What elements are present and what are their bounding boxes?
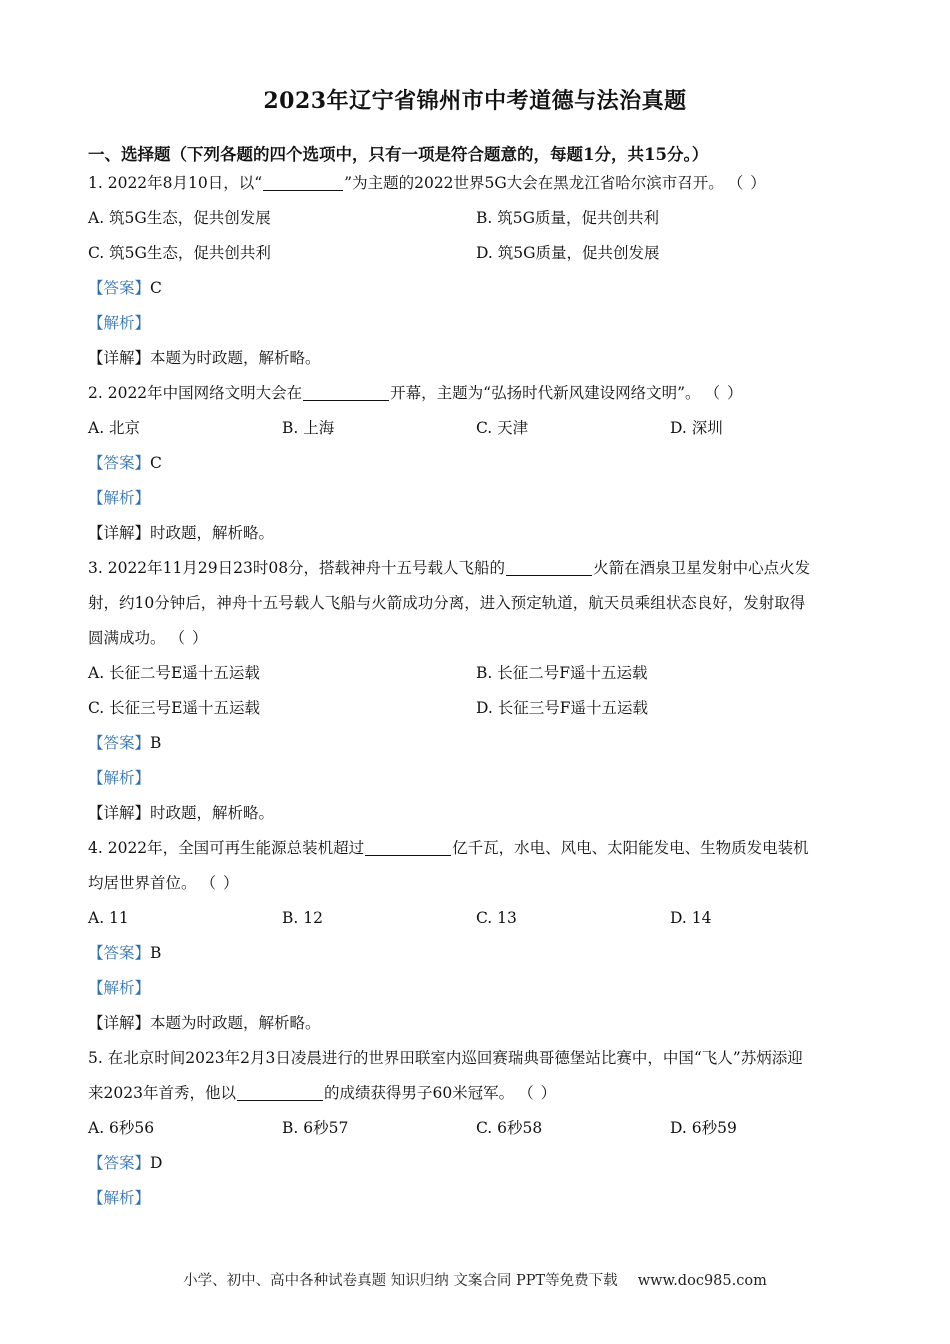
analysis-tag-word: 解析 — [103, 979, 135, 997]
answer-line — [88, 1146, 868, 1181]
analysis-line — [88, 1181, 868, 1216]
option: D. 深圳 — [670, 419, 723, 437]
option: A. 北京 — [88, 419, 141, 437]
answer-value: D — [150, 1154, 163, 1172]
options-row — [88, 411, 868, 446]
detail-line — [88, 796, 868, 831]
option: C. 6秒58 — [476, 1119, 543, 1137]
question-list — [88, 166, 868, 1216]
answer-line — [88, 271, 868, 306]
detail-text: 本题为时政题，解析略。 — [150, 349, 321, 367]
answer-line — [88, 446, 868, 481]
question-stem-line — [88, 621, 868, 656]
detail-line — [88, 1006, 868, 1041]
answer-tag-word: 答案 — [103, 454, 135, 472]
analysis-tag-word: 解析 — [103, 314, 135, 332]
stem-text: 5. 在北京时间2023年2月3日凌晨进行的世界田联室内巡回赛瑞典哥德堡站比赛中，中国“飞人”苏炳添迎 — [88, 1049, 803, 1067]
analysis-tag-open: 【 — [88, 979, 104, 997]
option: A. 11 — [88, 909, 129, 927]
answer-value: B — [150, 944, 162, 962]
answer-bracket: （ ） — [727, 174, 767, 192]
analysis-tag-open: 【 — [88, 769, 104, 787]
footer-text: 小学、初中、高中各种试卷真题 知识归纳 文案合同 PPT等免费下载 — [183, 1273, 618, 1289]
option: D. 6秒59 — [670, 1119, 737, 1137]
option: C. 筑5G生态，促共创共利 — [88, 244, 271, 262]
option: C. 天津 — [476, 419, 529, 437]
option: A. 筑5G生态，促共创发展 — [88, 209, 271, 227]
analysis-tag-open: 【 — [88, 489, 104, 507]
options-row — [88, 1111, 868, 1146]
option: B. 长征二号F遥十五运载 — [476, 664, 648, 682]
option: A. 长征二号E遥十五运载 — [88, 664, 260, 682]
detail-line — [88, 516, 868, 551]
answer-tag-open: 【 — [88, 944, 104, 962]
option: B. 筑5G质量，促共创共利 — [476, 209, 659, 227]
question-stem-line — [88, 1041, 868, 1076]
stem-text: 2. 2022年中国网络文明大会在 — [88, 384, 303, 402]
option: A. 6秒56 — [88, 1119, 155, 1137]
analysis-tag-word: 解析 — [103, 489, 135, 507]
stem-text: 开幕，主题为“弘扬时代新风建设网络文明”。 — [390, 384, 701, 402]
detail-tag: 【详解】 — [88, 349, 151, 367]
option: C. 13 — [476, 909, 517, 927]
answer-value: C — [150, 279, 162, 297]
answer-tag-open: 【 — [88, 279, 104, 297]
analysis-line — [88, 481, 868, 516]
analysis-tag-word: 解析 — [103, 769, 135, 787]
question-stem-line — [88, 166, 868, 201]
answer-tag-close: 】 — [134, 734, 151, 752]
analysis-line — [88, 971, 868, 1006]
stem-text: 圆满成功。 — [88, 629, 166, 647]
fill-blank — [263, 170, 343, 191]
analysis-line — [88, 761, 868, 796]
answer-tag-word: 答案 — [103, 279, 135, 297]
question-stem-line — [88, 831, 868, 866]
fill-blank — [506, 555, 592, 576]
detail-text: 本题为时政题，解析略。 — [150, 1014, 321, 1032]
answer-tag-close: 】 — [134, 1154, 151, 1172]
detail-line — [88, 341, 868, 376]
options-row — [88, 691, 868, 726]
answer-value: B — [150, 734, 162, 752]
option: B. 6秒57 — [282, 1119, 349, 1137]
footer-url: www.doc985.com — [637, 1273, 767, 1289]
stem-text: 均居世界首位。 — [88, 874, 197, 892]
analysis-tag-close: 】 — [134, 1189, 151, 1207]
detail-tag: 【详解】 — [88, 804, 151, 822]
fill-blank — [303, 380, 389, 401]
option: B. 12 — [282, 909, 323, 927]
answer-bracket: （ ） — [169, 629, 209, 647]
stem-text: 亿千瓦，水电、风电、太阳能发电、生物质发电装机 — [452, 839, 809, 857]
answer-tag-close: 】 — [134, 454, 151, 472]
page-footer — [0, 1269, 950, 1290]
analysis-tag-close: 】 — [134, 314, 151, 332]
options-row — [88, 236, 868, 271]
answer-tag-close: 】 — [134, 279, 151, 297]
option: C. 长征三号E遥十五运载 — [88, 699, 260, 717]
stem-text: 的成绩获得男子60米冠军。 — [323, 1084, 515, 1102]
option: B. 上海 — [282, 419, 335, 437]
stem-text: 4. 2022年，全国可再生能源总装机超过 — [88, 839, 365, 857]
options-row — [88, 201, 868, 236]
option: D. 14 — [670, 909, 712, 927]
answer-tag-open: 【 — [88, 454, 104, 472]
stem-text: 3. 2022年11月29日23时08分，搭载神舟十五号载人飞船的 — [88, 559, 506, 577]
detail-tag: 【详解】 — [88, 1014, 151, 1032]
answer-tag-word: 答案 — [103, 944, 135, 962]
answer-tag-close: 】 — [134, 944, 151, 962]
stem-text: ”为主题的2022世界5G大会在黑龙江省哈尔滨市召开。 — [344, 174, 724, 192]
answer-line — [88, 726, 868, 761]
stem-text: 来2023年首秀，他以 — [88, 1084, 236, 1102]
options-row — [88, 656, 868, 691]
stem-text: 1. 2022年8月10日，以“ — [88, 174, 263, 192]
analysis-tag-close: 】 — [134, 979, 151, 997]
page-title: 2023年辽宁省锦州市中考道德与法治真题 — [263, 88, 687, 114]
detail-tag: 【详解】 — [88, 524, 151, 542]
detail-text: 时政题，解析略。 — [150, 524, 275, 542]
fill-blank — [237, 1080, 323, 1101]
answer-tag-open: 【 — [88, 734, 104, 752]
analysis-tag-open: 【 — [88, 314, 104, 332]
question-stem-line — [88, 586, 868, 621]
detail-text: 时政题，解析略。 — [150, 804, 275, 822]
answer-bracket: （ ） — [704, 384, 744, 402]
answer-bracket: （ ） — [200, 874, 240, 892]
analysis-tag-close: 】 — [134, 769, 151, 787]
answer-line — [88, 936, 868, 971]
answer-tag-word: 答案 — [103, 734, 135, 752]
analysis-tag-word: 解析 — [103, 1189, 135, 1207]
stem-text: 火箭在酒泉卫星发射中心点火发 — [593, 559, 811, 577]
analysis-tag-close: 】 — [134, 489, 151, 507]
stem-text: 射，约10分钟后，神舟十五号载人飞船与火箭成功分离，进入预定轨道，航天员乘组状态良好，发射取得 — [88, 594, 806, 612]
options-row — [88, 901, 868, 936]
question-stem-line — [88, 1076, 868, 1111]
question-stem-line — [88, 551, 868, 586]
answer-bracket: （ ） — [518, 1084, 558, 1102]
answer-tag-word: 答案 — [103, 1154, 135, 1172]
fill-blank — [365, 835, 451, 856]
question-stem-line — [88, 376, 868, 411]
analysis-line — [88, 306, 868, 341]
answer-value: C — [150, 454, 162, 472]
question-stem-line — [88, 866, 868, 901]
analysis-tag-open: 【 — [88, 1189, 104, 1207]
option: D. 长征三号F遥十五运载 — [476, 699, 648, 717]
answer-tag-open: 【 — [88, 1154, 104, 1172]
option: D. 筑5G质量，促共创发展 — [476, 244, 660, 262]
section-header: 一、选择题（下列各题的四个选项中，只有一项是符合题意的，每题1分，共15分。） — [88, 145, 709, 164]
